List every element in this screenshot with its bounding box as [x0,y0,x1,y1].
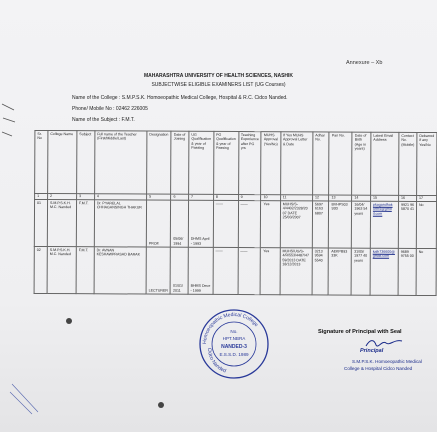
table-row [34,199,436,248]
seal-line: NANDED-3 [221,344,247,350]
punch-hole [158,402,164,408]
column-number: 13 [329,195,352,201]
header-cell: Teaching Experience after PG yrs [238,132,261,195]
column-number: 16 [399,195,417,201]
subject-cell: F.M.T. [76,247,94,294]
header-cell: UG Qualification & year of Passing [189,131,214,194]
dob-cell: 16/04/ 1963 54 years [352,201,371,248]
college-cell: S.M.P.S.K.H. M.C. Nanded [47,200,76,247]
pan-cell: AEKPB93 33K [329,248,352,295]
approval-cell: Yes [261,248,280,295]
sr-no: 02 [34,246,47,293]
column-number: 8 [213,194,238,200]
header-cell: Full name of the Teacher (First/Middle/Last) [94,131,147,194]
column-number: 4 [94,194,146,200]
aadhar-cell: 3213 9594 5540 [312,248,329,295]
principal-title: Principal [360,348,384,354]
principal-institution-line1: S.M.P.S.K. Homoeopathic Medical [352,359,422,364]
debarred-cell: No [416,248,436,295]
designation-cell: LECTURER [146,247,171,294]
header-cell: Date of Joining [171,131,189,194]
approval-letter-cell: MUHS/UG/S-4/R/553/4487/47 59/2013 DATE 18/12/2013 [280,248,312,295]
pg-cell: —— [213,200,238,247]
doj-cell: 05/06/ 1994 [171,200,189,247]
column-number: 1 [35,193,48,199]
college-seal [196,306,272,382]
seal-bottom-text: Cidco Nanded [205,347,227,375]
university-title: MAHARASHTRA UNIVERSITY OF HEALTH SCIENCES, NASHIK [143,73,294,79]
seal-line: No. [230,329,238,334]
approval-cell: Yes [261,201,280,248]
doj-cell: 01/01/ 2011 [170,247,188,294]
college-cell: S.M.P.S.K.H. M.C. Nanded [47,247,76,294]
column-number: 3 [76,194,94,200]
teacher-name: Dr. PYARELAL CHHAGANSINGH THAKUR [94,200,146,247]
column-number: 10 [261,195,280,201]
examiners-table [34,130,437,296]
dob-cell: 31/05/ 1977 40 years [351,248,370,295]
ug-cell: DHMS April - 1993 [188,200,213,247]
column-number: 6 [171,194,189,200]
teacher-name: Dr. AVNAN KESHAWPRASAD BARAK [94,247,146,294]
experience-cell: —— [238,248,261,295]
header-cell: Subject [77,131,95,194]
page-edge-marks [0,96,30,156]
subject-cell: F.M.T. [76,200,94,247]
pan-cell: BVHPS03 93D [329,201,352,248]
contact-cell: 9689 9755 00 [398,248,416,295]
header-cell: Latest Email Address [371,132,399,195]
principal-institution-line2: College & Hospital Cidco Nanded [344,366,413,371]
header-cell: PG Qualification & year of Passing [213,131,238,194]
column-number: 12 [312,195,329,201]
header-cell: Designation [147,131,172,194]
table-row [34,246,436,295]
ug-cell: BHMS Dece - 1999 [188,247,213,294]
seal-line: E.S.S.D. 1989 [219,352,249,357]
contact-cell: 9921 96 5870 41 [398,201,416,248]
header-cell: Debarred if any Yes/No [417,132,437,195]
designation-cell: PROF. [146,200,171,247]
column-number: 5 [147,194,171,200]
college-name: Name of the College : S.M.P.S.K. Homoeopathic Medical College, Hospital & R.C. Cidco Nanded. [72,95,288,101]
email-cell: kalh736600@ gmail.com [370,248,398,295]
column-number: 2 [47,194,76,200]
header-cell: Adhar No. [312,132,329,195]
seal-line: HPT.NBRA [222,336,246,341]
list-title: SUBJECTWISE ELIGIBLE EXAMINERS LIST (UG Courses) [151,82,286,88]
approval-letter-cell: MUHS/S-4/4402/2328/20 07 DATE 25/03/2007 [280,201,312,248]
header-cell: If Yes MUHS Approval Letter & Date [280,132,313,195]
column-number: 14 [352,195,371,201]
header-cell: MUHS Approval (Yes/No) [261,132,281,195]
header-cell: College Name [48,131,77,194]
punch-hole [66,318,72,324]
column-number: 11 [280,195,312,201]
debarred-cell: No [416,201,436,248]
column-number: 15 [370,195,398,201]
experience-cell: —— [238,201,261,248]
signature-label: Signature of Principal with Seal [318,329,402,335]
phone-number: Phone/ Mobile No : 02462 226005 [72,106,148,112]
column-number: 17 [416,195,436,201]
header-cell: Pan No. [329,132,352,195]
email-cell: pkagandhak urth4@gma il.com [370,201,398,248]
annexure-label: Annexure – Xb [346,60,383,66]
header-cell: Date of Birth (Age in years) [352,132,371,195]
aadhar-cell: 5697 6163 6807 [312,201,329,248]
corner-stamp-mark [8,378,48,418]
header-cell: Sr. No [35,130,48,193]
sr-no: 01 [34,199,47,246]
header-cell: Contact No. (Mobile) [399,132,417,195]
subject-name: Name of the Subject : F.M.T. [72,117,135,123]
pg-cell: —— [213,247,238,294]
column-number: 7 [189,194,214,200]
column-number: 9 [238,195,261,201]
table-header-row [35,130,437,195]
seal-top-text: Homoeopathic Medical College [201,311,260,345]
